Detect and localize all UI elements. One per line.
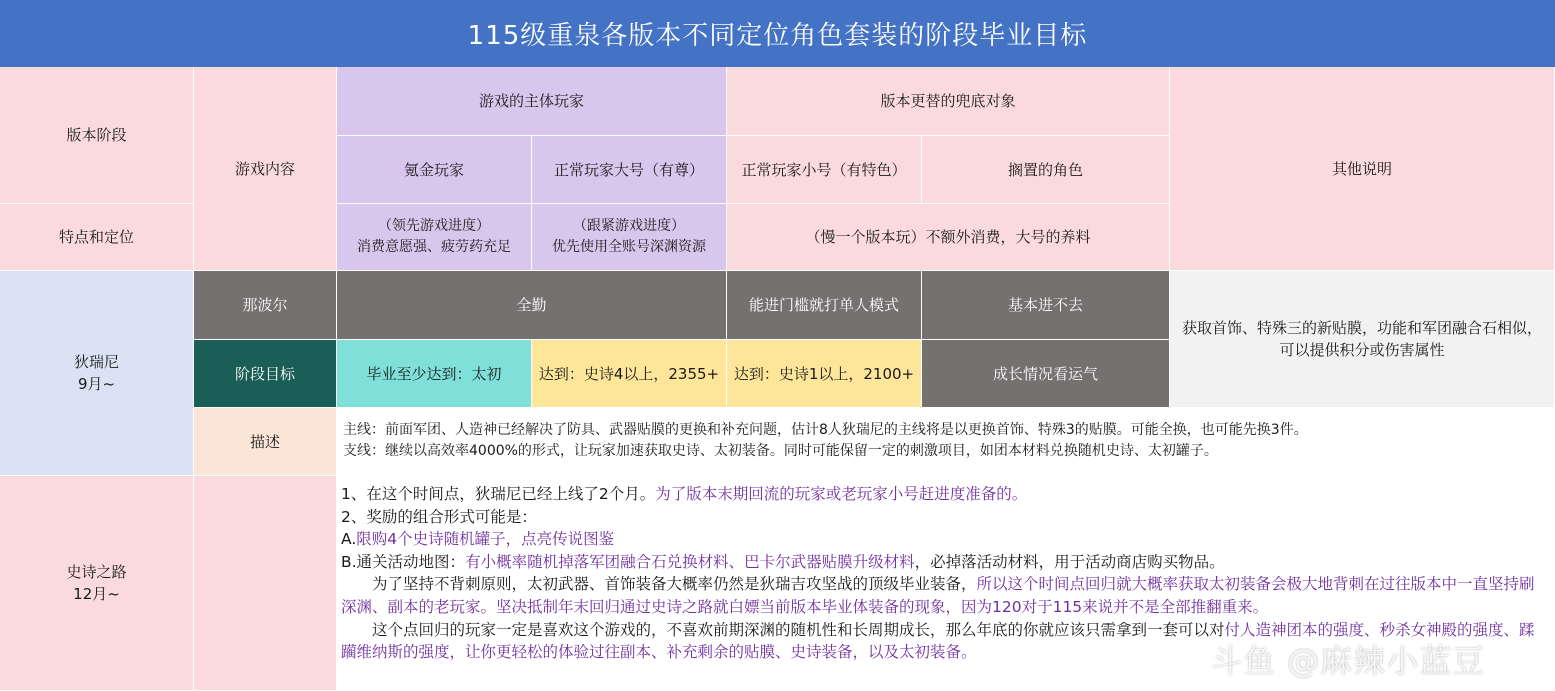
normal-main-feature-line2: 优先使用全账号深渊资源 xyxy=(552,239,706,255)
krypton-feature-line2: 消费意愿强、疲劳药充足 xyxy=(357,239,511,255)
goal-normal-main-cell[interactable]: 达到：史诗4以上，2355+ xyxy=(532,340,727,408)
epic-road-label: 史诗之路 xyxy=(66,563,127,581)
stage-goal-label[interactable]: 阶段目标 xyxy=(194,340,337,408)
epic-road-option-a xyxy=(341,528,1548,551)
point-1-text: 1、在这个时间点，狄瑞尼已经上线了2个月。 xyxy=(341,485,656,503)
epic-road-content-cell[interactable] xyxy=(194,476,337,691)
epic-road-notes-cell[interactable] xyxy=(337,476,1555,691)
paragraph-4-highlight: 付人造神团本的强度、秒杀女神殿的强度、蹂躏维纳斯的强度，让你更轻松的体验过往副本、补充剩余的贴膜、史诗装备，以及太初装备。 xyxy=(341,620,1535,662)
option-a-prefix: A. xyxy=(341,530,357,549)
solo-mode-cell[interactable]: 能进门槛就打单人模式 xyxy=(727,271,922,340)
normal-main-feature-line1: （跟紧游戏进度） xyxy=(573,218,685,234)
epic-road-option-b xyxy=(341,551,1548,574)
idle-character-header[interactable]: 搁置的角色 xyxy=(922,136,1170,204)
epic-road-month: 12月~ xyxy=(73,585,120,603)
description-mainline: 主线：前面军团、人造神已经解决了防具、武器贴膜的更换和补充问题，估计8人狄瑞尼的主线将是以更换首饰、特殊3的贴膜。可能全换，也可能先换3件。 xyxy=(343,422,1308,438)
game-content-header[interactable]: 游戏内容 xyxy=(194,67,337,271)
option-b-highlight: 有小概率随机掉落军团融合石兑换材料、巴卡尔武器贴膜升级材料 xyxy=(465,552,915,571)
dreani-label: 狄瑞尼 xyxy=(73,353,119,371)
epic-road-paragraph-3 xyxy=(341,573,1548,618)
krypton-feature-cell[interactable] xyxy=(337,204,532,271)
dreani-description-cell[interactable] xyxy=(337,408,1555,476)
watermark: 斗鱼 @麻辣小蓝豆 xyxy=(1210,642,1486,680)
feature-header[interactable]: 特点和定位 xyxy=(0,204,194,271)
napol-cell[interactable]: 那波尔 xyxy=(194,271,337,340)
description-label[interactable]: 描述 xyxy=(194,408,337,476)
goal-krypton-cell[interactable]: 毕业至少达到：太初 xyxy=(337,340,532,408)
normal-main-feature-cell[interactable] xyxy=(532,204,727,271)
other-notes-header[interactable]: 其他说明 xyxy=(1170,67,1555,271)
goal-normal-alt-cell[interactable]: 达到：史诗1以上，2100+ xyxy=(727,340,922,408)
paragraph-3-highlight: 所以这个时间点回归就大概率获取太初装备会极大地背刺在过往版本中一直坚持刷深渊、副本的老玩家。坚决抵制年末回归通过史诗之路就白嫖当前版本毕业体装备的现象，因为120对于115来说并不是全部推翻重来。 xyxy=(341,575,1535,616)
version-stage-header[interactable]: 版本阶段 xyxy=(0,67,194,204)
option-b-tail: ，必掉落活动材料，用于活动商店购买物品。 xyxy=(914,552,1225,571)
dreani-stage-cell[interactable] xyxy=(0,271,194,476)
epic-road-point-1 xyxy=(341,483,1548,506)
description-sideline: 支线：继续以高效率4000%的形式，让玩家加速获取史诗、太初装备。同时可能保留一定的刺激项目，如团本材料兑换随机史诗、太初罐子。 xyxy=(343,443,1218,459)
fallback-header[interactable]: 版本更替的兜底对象 xyxy=(727,67,1170,136)
normal-alt-header[interactable]: 正常玩家小号（有特色） xyxy=(727,136,922,204)
paragraph-3-text: 为了坚持不背刺原则，太初武器、首饰装备大概率仍然是狄瑞吉攻坚战的顶级毕业装备， xyxy=(372,575,977,594)
epic-road-point-2: 2、奖励的组合形式可能是： xyxy=(341,507,537,526)
epic-road-paragraph-4 xyxy=(341,619,1548,664)
dreani-other-notes-cell[interactable]: 获取首饰、特殊三的新贴膜，功能和军团融合石相似，可以提供积分或伤害属性 xyxy=(1170,271,1555,408)
normal-main-header[interactable]: 正常玩家大号（有尊） xyxy=(532,136,727,204)
main-players-header[interactable]: 游戏的主体玩家 xyxy=(337,67,727,136)
cant-enter-cell[interactable]: 基本进不去 xyxy=(922,271,1170,340)
option-a-highlight: 限购4个史诗随机罐子，点亮传说图鉴 xyxy=(356,530,615,549)
dreani-month: 9月~ xyxy=(77,375,116,393)
krypton-feature-line1: （领先游戏进度） xyxy=(378,218,490,234)
option-b-prefix: B.通关活动地图： xyxy=(341,552,466,571)
epic-road-notes xyxy=(341,483,1548,664)
description-text xyxy=(343,420,1308,462)
krypton-player-header[interactable]: 氪金玩家 xyxy=(337,136,532,204)
epic-road-stage-cell[interactable] xyxy=(0,476,194,691)
goal-idle-cell[interactable]: 成长情况看运气 xyxy=(922,340,1170,408)
point-1-highlight: 为了版本末期回流的玩家或老玩家小号赶进度准备的。 xyxy=(655,485,1028,503)
page-title: 115级重泉各版本不同定位角色套装的阶段毕业目标 xyxy=(0,0,1555,67)
full-attendance-cell[interactable]: 全勤 xyxy=(337,271,727,340)
fallback-feature-cell[interactable]: （慢一个版本玩）不额外消费，大号的养料 xyxy=(727,204,1170,271)
paragraph-4-text: 这个点回归的玩家一定是喜欢这个游戏的，不喜欢前期深渊的随机性和长周期成长，那么年底的你就应该只需拿到一套可以对 xyxy=(372,620,1225,639)
